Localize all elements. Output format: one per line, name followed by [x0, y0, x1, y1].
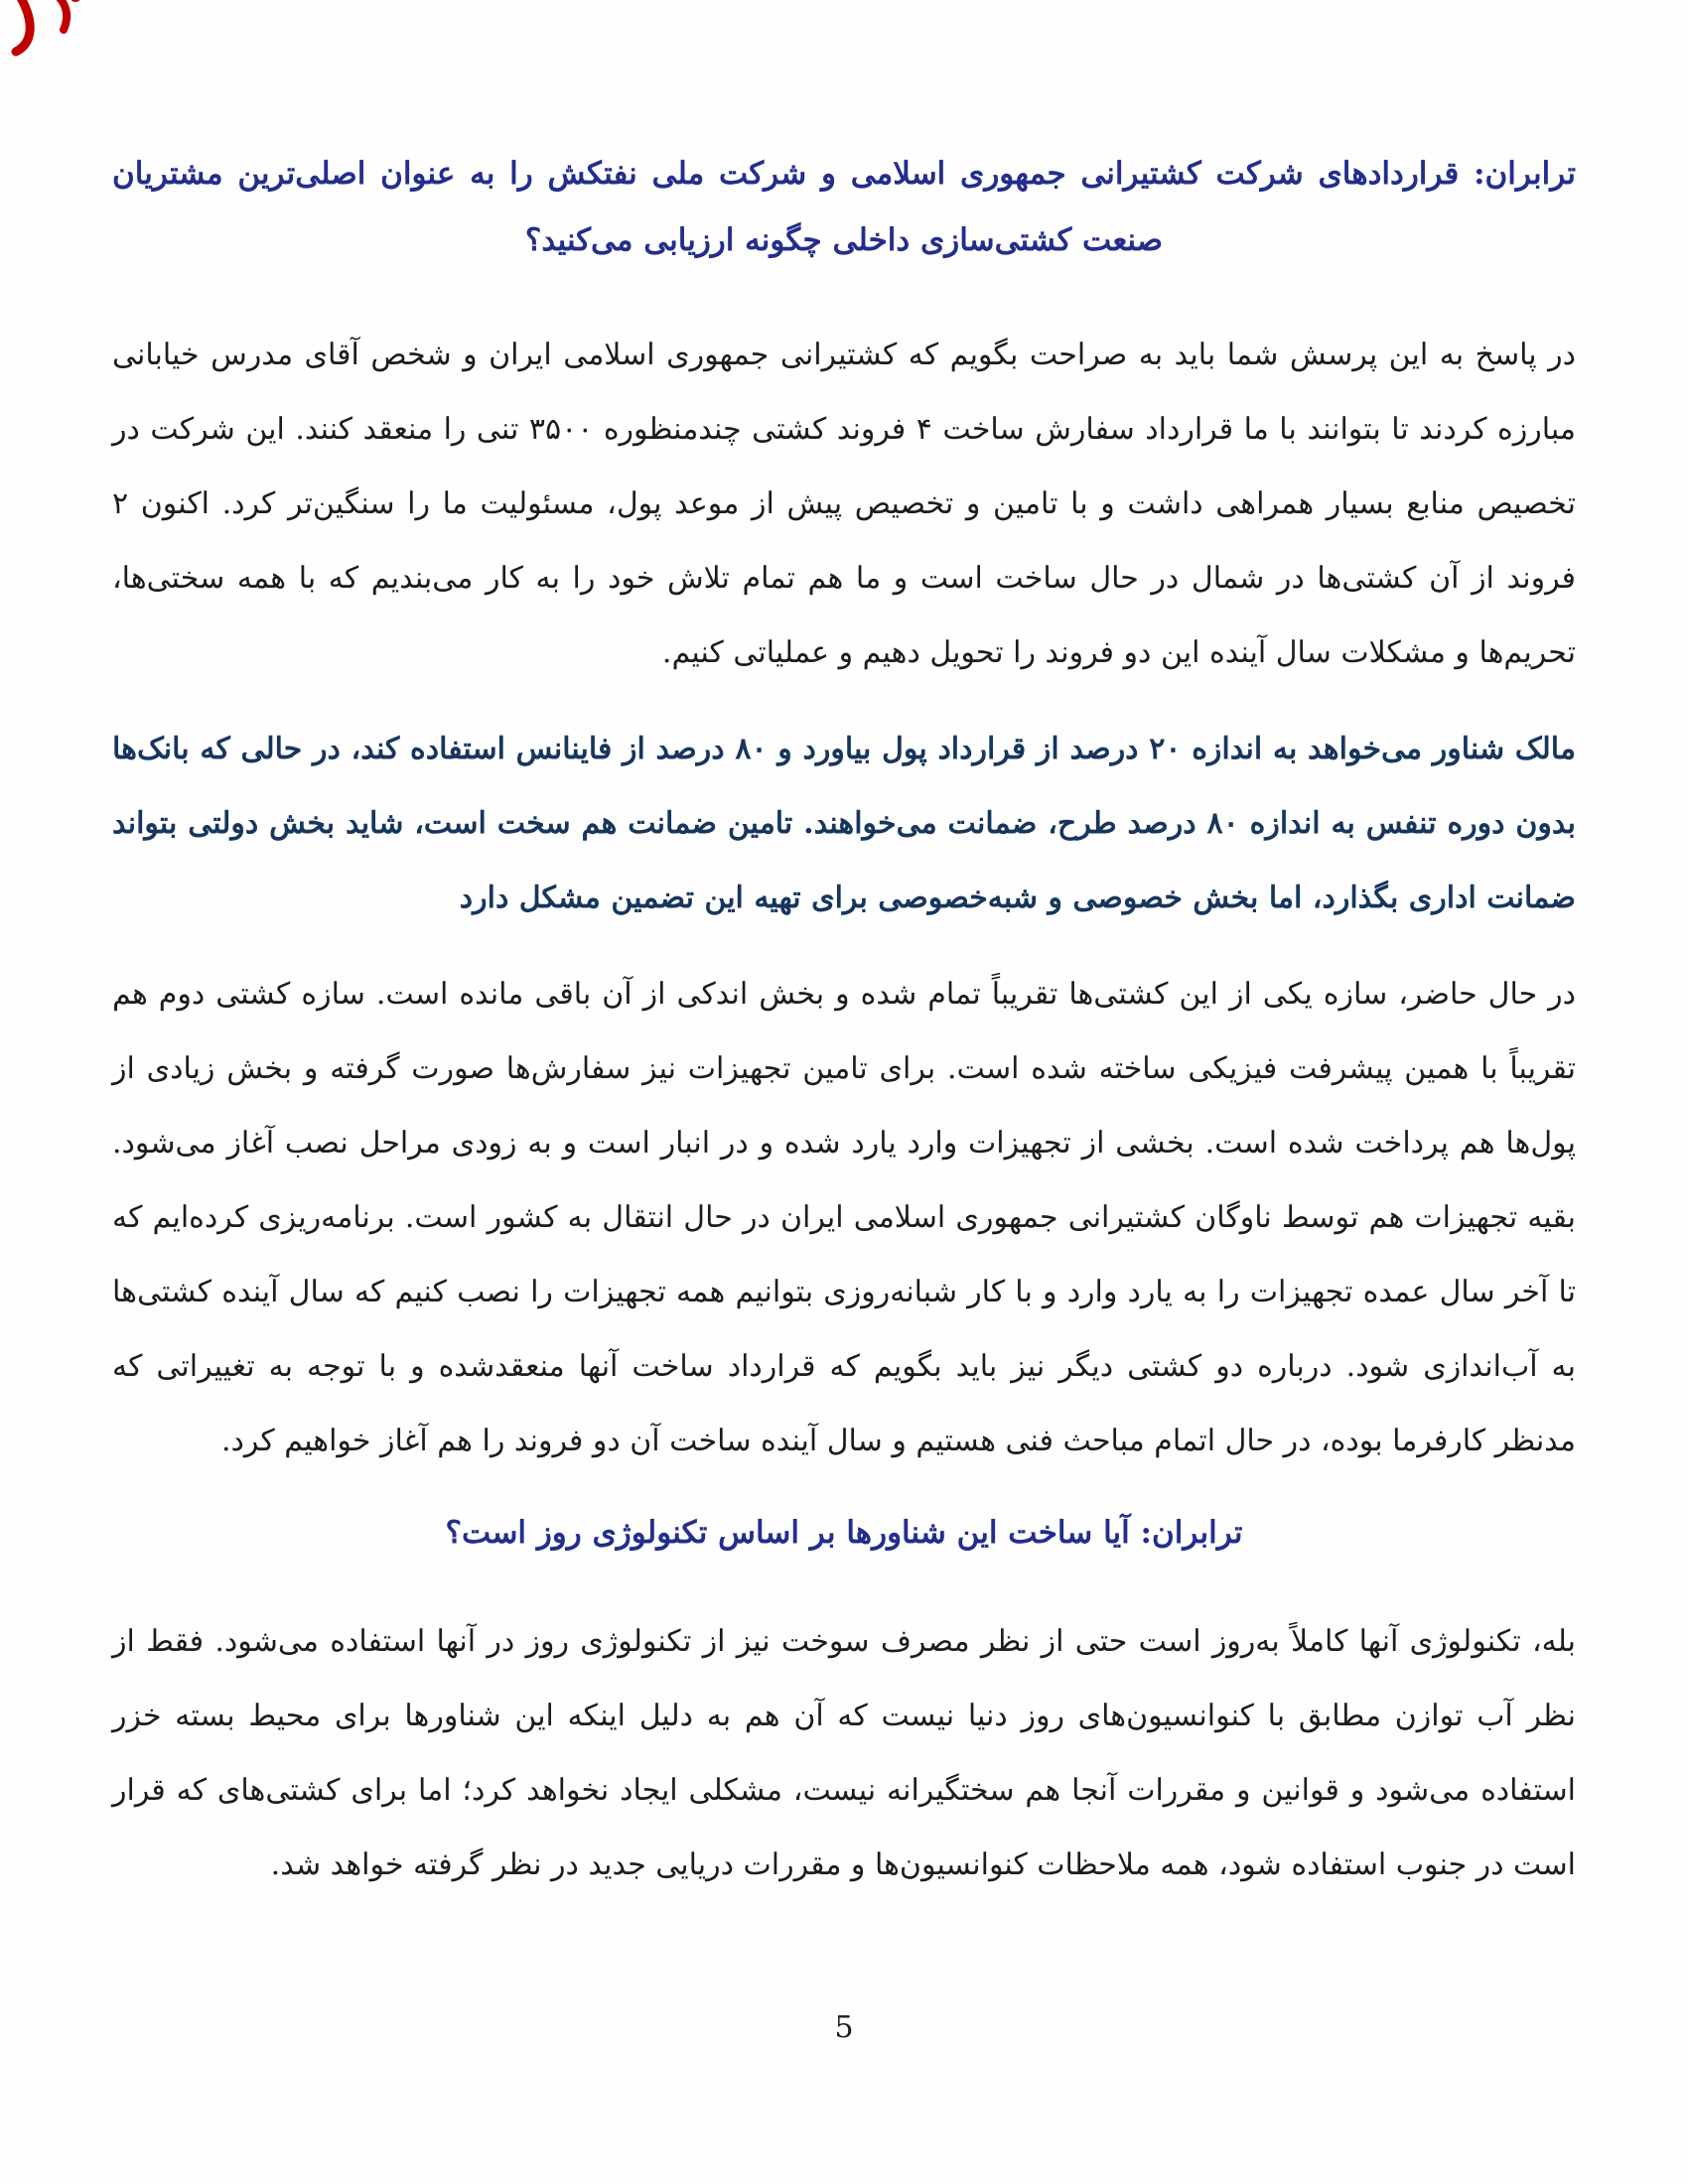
interview-question-heading-1: ترابران: قراردادهای شرکت کشتیرانی جمهوری اسلامی و شرکت ملی نفتکش را به عنوان اصلی‌ترین مشتریان صنعت کشتی‌سازی داخلی چگونه ارزیابی می‌کنید؟ [112, 156, 1576, 258]
emphasized-navy-paragraph: مالک شناور می‌خواهد به اندازه ۲۰ درصد از قرارداد پول بیاورد و ۸۰ درصد از فاینانس استفاده کند، در حالی که بانک‌ها بدون دوره تنفس به اندازه ۸۰ درصد طرح، ضمانت می‌خواهند. تامین ضمانت هم سخت است، شاید بخش دولتی بتواند ضمانت اداری بگذارد، اما بخش خصوصی و شبه‌خصوصی برای تهیه این تضمین مشکل دارد [112, 732, 1577, 915]
answer-paragraph-1: در پاسخ به این پرسش شما باید به صراحت بگویم که کشتیرانی جمهوری اسلامی ایران و شخص آقای مدرس خیابانی مبارزه کردند تا بتوانند با ما قرارداد سفارش ساخت ۴ فروند کشتی چندمنظوره ۳۵۰۰ تنی را منعقد کنند. این شرکت در تخصیص منابع بسیار همراهی داشت و با تامین و تخصیص پیش از موعد پول، مسئولیت ما را سنگین‌تر کرد. اکنون ۲ فروند از آن کشتی‌ها در شمال در حال ساخت است و ما هم تمام تلاش خود را به کار می‌بندیم که با همه سختی‌ها، تحریم‌ها و مشکلات سال آینده این دو فروند را تحویل دهیم و عملیاتی کنیم. [112, 338, 1577, 670]
answer-paragraph-2: در حال حاضر، سازه یکی از این کشتی‌ها تقریباً تمام شده و بخش اندکی از آن باقی مانده است. سازه کشتی دوم هم تقریباً با همین پیشرفت فیزیکی ساخته شده است. برای تامین تجهیزات نیز سفارش‌ها صورت گرفته و بخش زیادی از پول‌ها هم پرداخت شده است. بخشی از تجهیزات وارد یارد شده و در انبار است و به زودی مراحل نصب آغاز می‌شود. بقیه تجهیزات هم توسط ناوگان کشتیرانی جمهوری اسلامی ایران در حال انتقال به کشور است. برنامه‌ریزی کرده‌ایم که تا آخر سال عمده تجهیزات را به یارد وارد و با کار شبانه‌روزی بتوانیم همه تجهیزات را نصب کنیم که سال آینده کشتی‌ها به آب‌اندازی شود. درباره دو کشتی دیگر نیز باید بگویم که قرارداد ساخت آنها منعقدشده و با توجه به تغییراتی که مدنظر کارفرما بوده، در حال اتمام مباحث فنی هستیم و سال آینده ساخت آن دو فروند را هم آغاز خواهیم کرد. [112, 977, 1576, 1458]
answer-paragraph-3: بله، تکنولوژی آنها کاملاً به‌روز است حتی از نظر مصرف سوخت نیز از تکنولوژی روز در آنها استفاده می‌شود. فقط از نظر آب توازن مطابق با کنوانسیون‌های روز دنیا نیست که آن هم به دلیل اینکه این شناورها برای محیط بسته خزر استفاده می‌شود و قوانین و مقررات آنجا هم سختگیرانه نیست، مشکلی ایجاد نخواهد کرد؛ اما برای کشتی‌های که قرار است در جنوب استفاده شود، همه ملاحظات کنوانسیون‌ها و مقررات دریایی جدید در نظر گرفته خواهد شد. [112, 1624, 1576, 1882]
page-number: 5 [834, 2010, 854, 2045]
interview-question-heading-2: ترابران: آیا ساخت این شناورها بر اساس تکنولوژی روز است؟ [445, 1515, 1243, 1551]
